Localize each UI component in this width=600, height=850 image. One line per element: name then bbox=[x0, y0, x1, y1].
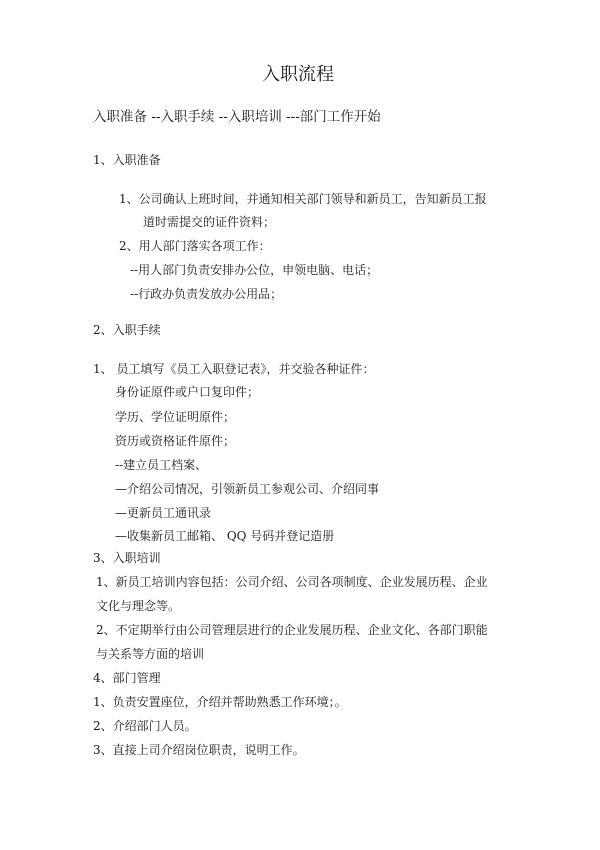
list-item: 文化与理念等。 bbox=[96, 599, 181, 613]
list-item: --行政办负责发放办公用品； bbox=[130, 287, 283, 301]
list-item: 1、负责安置座位，介绍并帮助熟悉工作环境；。 bbox=[93, 695, 347, 709]
list-item: 2、用人部门落实各项工作： bbox=[119, 239, 271, 253]
list-item: --用人部门负责安排办公位，申领电脑、电话； bbox=[130, 263, 379, 277]
list-item: 1、公司确认上班时间，并通知相关部门领导和新员工，告知新员工报 bbox=[119, 192, 487, 206]
list-item: --建立员工档案、 bbox=[115, 458, 208, 472]
section-heading-training: 3、入职培训 bbox=[93, 551, 161, 565]
section-heading-procedures: 2、入职手续 bbox=[93, 323, 161, 337]
list-item: 与关系等方面的培训 bbox=[96, 647, 205, 661]
list-item: —收集新员工邮箱、 QQ 号码并登记造册 bbox=[115, 529, 335, 543]
list-item: 2、介绍部门人员。 bbox=[93, 719, 197, 733]
process-flow: 入职准备 --入职手续 --入职培训 ---部门工作开始 bbox=[93, 109, 381, 125]
list-item: 道时需提交的证件资料； bbox=[143, 215, 276, 229]
list-item: 3、直接上司介绍岗位职责，说明工作。 bbox=[93, 743, 305, 757]
list-item: 身份证原件或户口复印件； bbox=[115, 385, 260, 399]
list-item: —更新员工通讯录 bbox=[115, 506, 212, 520]
page-title: 入职流程 bbox=[262, 64, 334, 85]
list-item: —介绍公司情况，引领新员工参观公司、介绍同事 bbox=[115, 482, 380, 496]
section-heading-department: 4、部门管理 bbox=[93, 671, 161, 685]
section-heading-preparation: 1、入职准备 bbox=[93, 153, 161, 167]
list-item: 2、不定期举行由公司管理层进行的企业发展历程、企业文化、各部门职能 bbox=[96, 623, 488, 637]
list-item: 1、新员工培训内容包括：公司介绍、公司各项制度、企业发展历程、企业 bbox=[96, 575, 488, 589]
list-item: 资历或资格证件原件； bbox=[115, 434, 236, 448]
list-item: 1、 员工填写《员工入职登记表》，并交验各种证件： bbox=[93, 362, 375, 376]
list-item: 学历、学位证明原件； bbox=[115, 410, 236, 424]
